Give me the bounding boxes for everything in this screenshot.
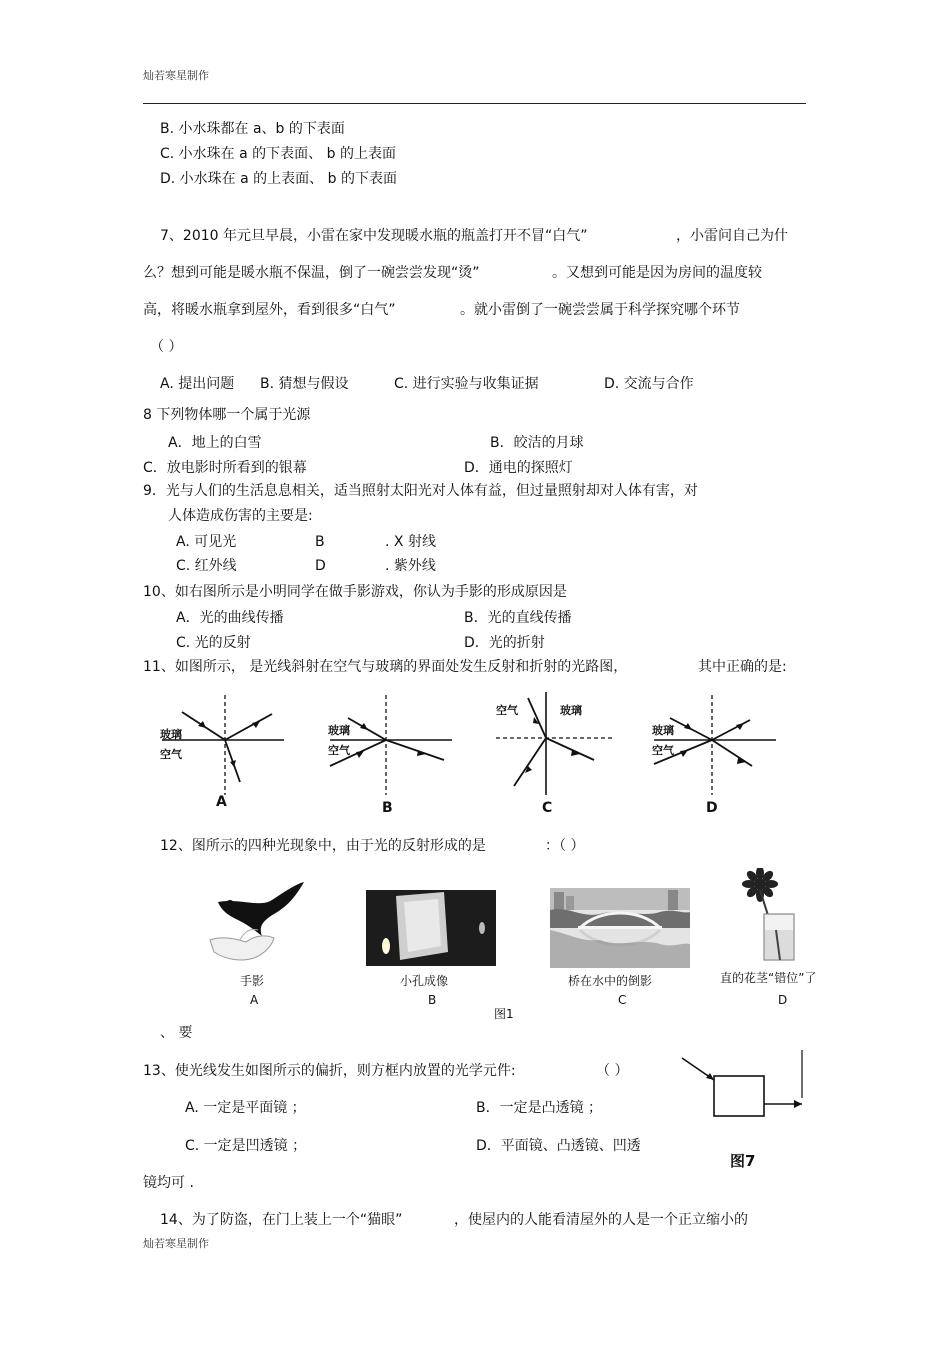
q13-figure (680, 1048, 806, 1143)
q7-option-a: A. 提出问题 (160, 376, 235, 392)
q13-stem: 13、使光线发生如图所示的偏折，则方框内放置的光学元件: (143, 1063, 516, 1079)
q11-a-bottom-medium: 空气 (160, 748, 182, 761)
q11-stem-end: 其中正确的是: (698, 659, 787, 675)
q13-option-c: C. 一定是凹透镜 ； (185, 1138, 307, 1154)
q12-answer-paren: ：（ ） (545, 838, 585, 854)
pinhole-image (366, 890, 496, 966)
q12-trailing-text: 、 要 (160, 1025, 193, 1041)
page-footer: 灿若寒星制作 (143, 1237, 209, 1250)
q6-option-d: D. 小水珠在 a 的上表面、 b 的下表面 (160, 171, 397, 187)
q7-answer-paren: （ ） (150, 339, 183, 355)
q12-picture-a (200, 880, 310, 970)
q10-option-c: C. 光的反射 (176, 635, 251, 651)
q12-caption-c: 桥在水中的倒影 (568, 974, 653, 988)
q9-option-d-text: . 紫外线 (385, 558, 436, 574)
q6-option-b: B. 小水珠都在 a、b 的下表面 (160, 121, 345, 137)
q10-stem: 10、如右图所示是小明同学在做手影游戏，你认为手影的形成原因是 (143, 584, 567, 600)
q12-picture-d (730, 868, 810, 968)
q11-figure-b (326, 690, 456, 820)
page-header: 灿若寒星制作 (143, 69, 209, 82)
flower-in-glass-image (730, 868, 810, 968)
q7-option-c: C. 进行实验与收集证据 (394, 376, 539, 392)
q6-option-c: C. 小水珠在 a 的下表面、 b 的上表面 (160, 146, 396, 162)
q9-option-a: A. 可见光 (176, 534, 237, 550)
q11-d-top-medium: 玻璃 (652, 724, 674, 737)
q12-letter-d: D (778, 993, 788, 1007)
q7-line1b: ，小雷问自己为什 (676, 228, 788, 244)
q11-c-letter: C (542, 800, 553, 816)
q9-option-c: C. 红外线 (176, 558, 237, 574)
q14-stem-a: 14、为了防盗，在门上装上一个“猫眼” (160, 1212, 403, 1228)
q12-caption-a: 手影 (240, 974, 265, 988)
q9-option-b-text: . X 射线 (385, 534, 436, 550)
q11-figure-a (158, 690, 288, 820)
q10-option-d: D．光的折射 (464, 635, 545, 651)
q14-stem-b: ，使屋内的人能看清屋外的人是一个正立缩小的 (454, 1212, 748, 1228)
q12-picture-c (550, 888, 690, 968)
q9-stem-line1: 9．光与人们的生活息息相关，适当照射太阳光对人体有益，但过量照射却对人体有害，对 (143, 483, 698, 499)
q9-option-b-letter: B (315, 534, 325, 550)
q8-stem: 8 下列物体哪一个属于光源 (143, 407, 311, 423)
q10-option-b: B．光的直线传播 (464, 610, 572, 626)
q12-letter-c: C (618, 993, 627, 1007)
q11-c-top-medium: 空气 (496, 704, 518, 717)
q13-option-d: D．平面镜、凸透镜、凹透 (476, 1138, 641, 1154)
q13-answer-paren: （ ） (596, 1063, 629, 1079)
q8-option-b: B．皎洁的月球 (490, 435, 584, 451)
q11-d-letter: D (706, 800, 718, 816)
q11-a-letter: A (216, 794, 227, 810)
q8-option-a: A．地上的白雪 (168, 435, 262, 451)
q13-option-b: B．一定是凸透镜 ； (476, 1100, 603, 1116)
q9-option-d-letter: D (315, 558, 326, 574)
q7-line3a: 高，将暖水瓶拿到屋外，看到很多“白气” (143, 302, 396, 318)
q11-c-right-medium: 玻璃 (560, 704, 582, 717)
q11-b-bottom-medium: 空气 (328, 744, 350, 757)
q7-option-d: D. 交流与合作 (604, 376, 694, 392)
q8-option-d: D．通电的探照灯 (464, 460, 573, 476)
q11-figure-d (650, 690, 780, 820)
q7-option-b: B. 猜想与假设 (260, 376, 349, 392)
q11-a-top-medium: 玻璃 (160, 728, 182, 741)
q11-figure-c (490, 690, 620, 820)
q11-b-letter: B (382, 800, 393, 816)
q13-figure-label: 图7 (730, 1152, 756, 1170)
q12-stem: 12、图所示的四种光现象中，由于光的反射形成的是 (160, 838, 486, 854)
q12-figure-label: 图1 (494, 1007, 514, 1021)
q7-line1a: 7、2010 年元旦早晨，小雷在家中发现暖水瓶的瓶盖打开不冒“白气” (160, 228, 588, 244)
q12-caption-b: 小孔成像 (400, 974, 449, 988)
optical-box-diagram (680, 1048, 806, 1143)
q7-line3b: 。就小雷倒了一碗尝尝属于科学探究哪个环节 (460, 302, 740, 318)
bridge-reflection-image (550, 888, 690, 968)
q7-line2b: 。又想到可能是因为房间的温度较 (552, 265, 762, 281)
hand-shadow-image (200, 880, 310, 970)
q9-stem-line2: 人体造成伤害的主要是: (168, 508, 313, 524)
header-divider (143, 103, 806, 104)
q10-option-a: A．光的曲线传播 (176, 610, 284, 626)
q12-letter-b: B (428, 993, 437, 1007)
q11-d-bottom-medium: 空气 (652, 744, 674, 757)
q12-letter-a: A (250, 993, 259, 1007)
q8-option-c: C．放电影时所看到的银幕 (143, 460, 307, 476)
q12-picture-b (366, 890, 496, 966)
q12-caption-d: 直的花茎“错位”了 (720, 971, 817, 985)
q13-option-a: A. 一定是平面镜 ； (185, 1100, 306, 1116)
q11-b-top-medium: 玻璃 (328, 724, 350, 737)
q13-option-d-cont: 镜均可 . (143, 1175, 194, 1191)
q7-line2a: 么？想到可能是暖水瓶不保温，倒了一碗尝尝发现“烫” (143, 265, 480, 281)
q11-stem: 11、如图所示， 是光线斜射在空气与玻璃的界面处发生反射和折射的光路图， (143, 659, 628, 675)
